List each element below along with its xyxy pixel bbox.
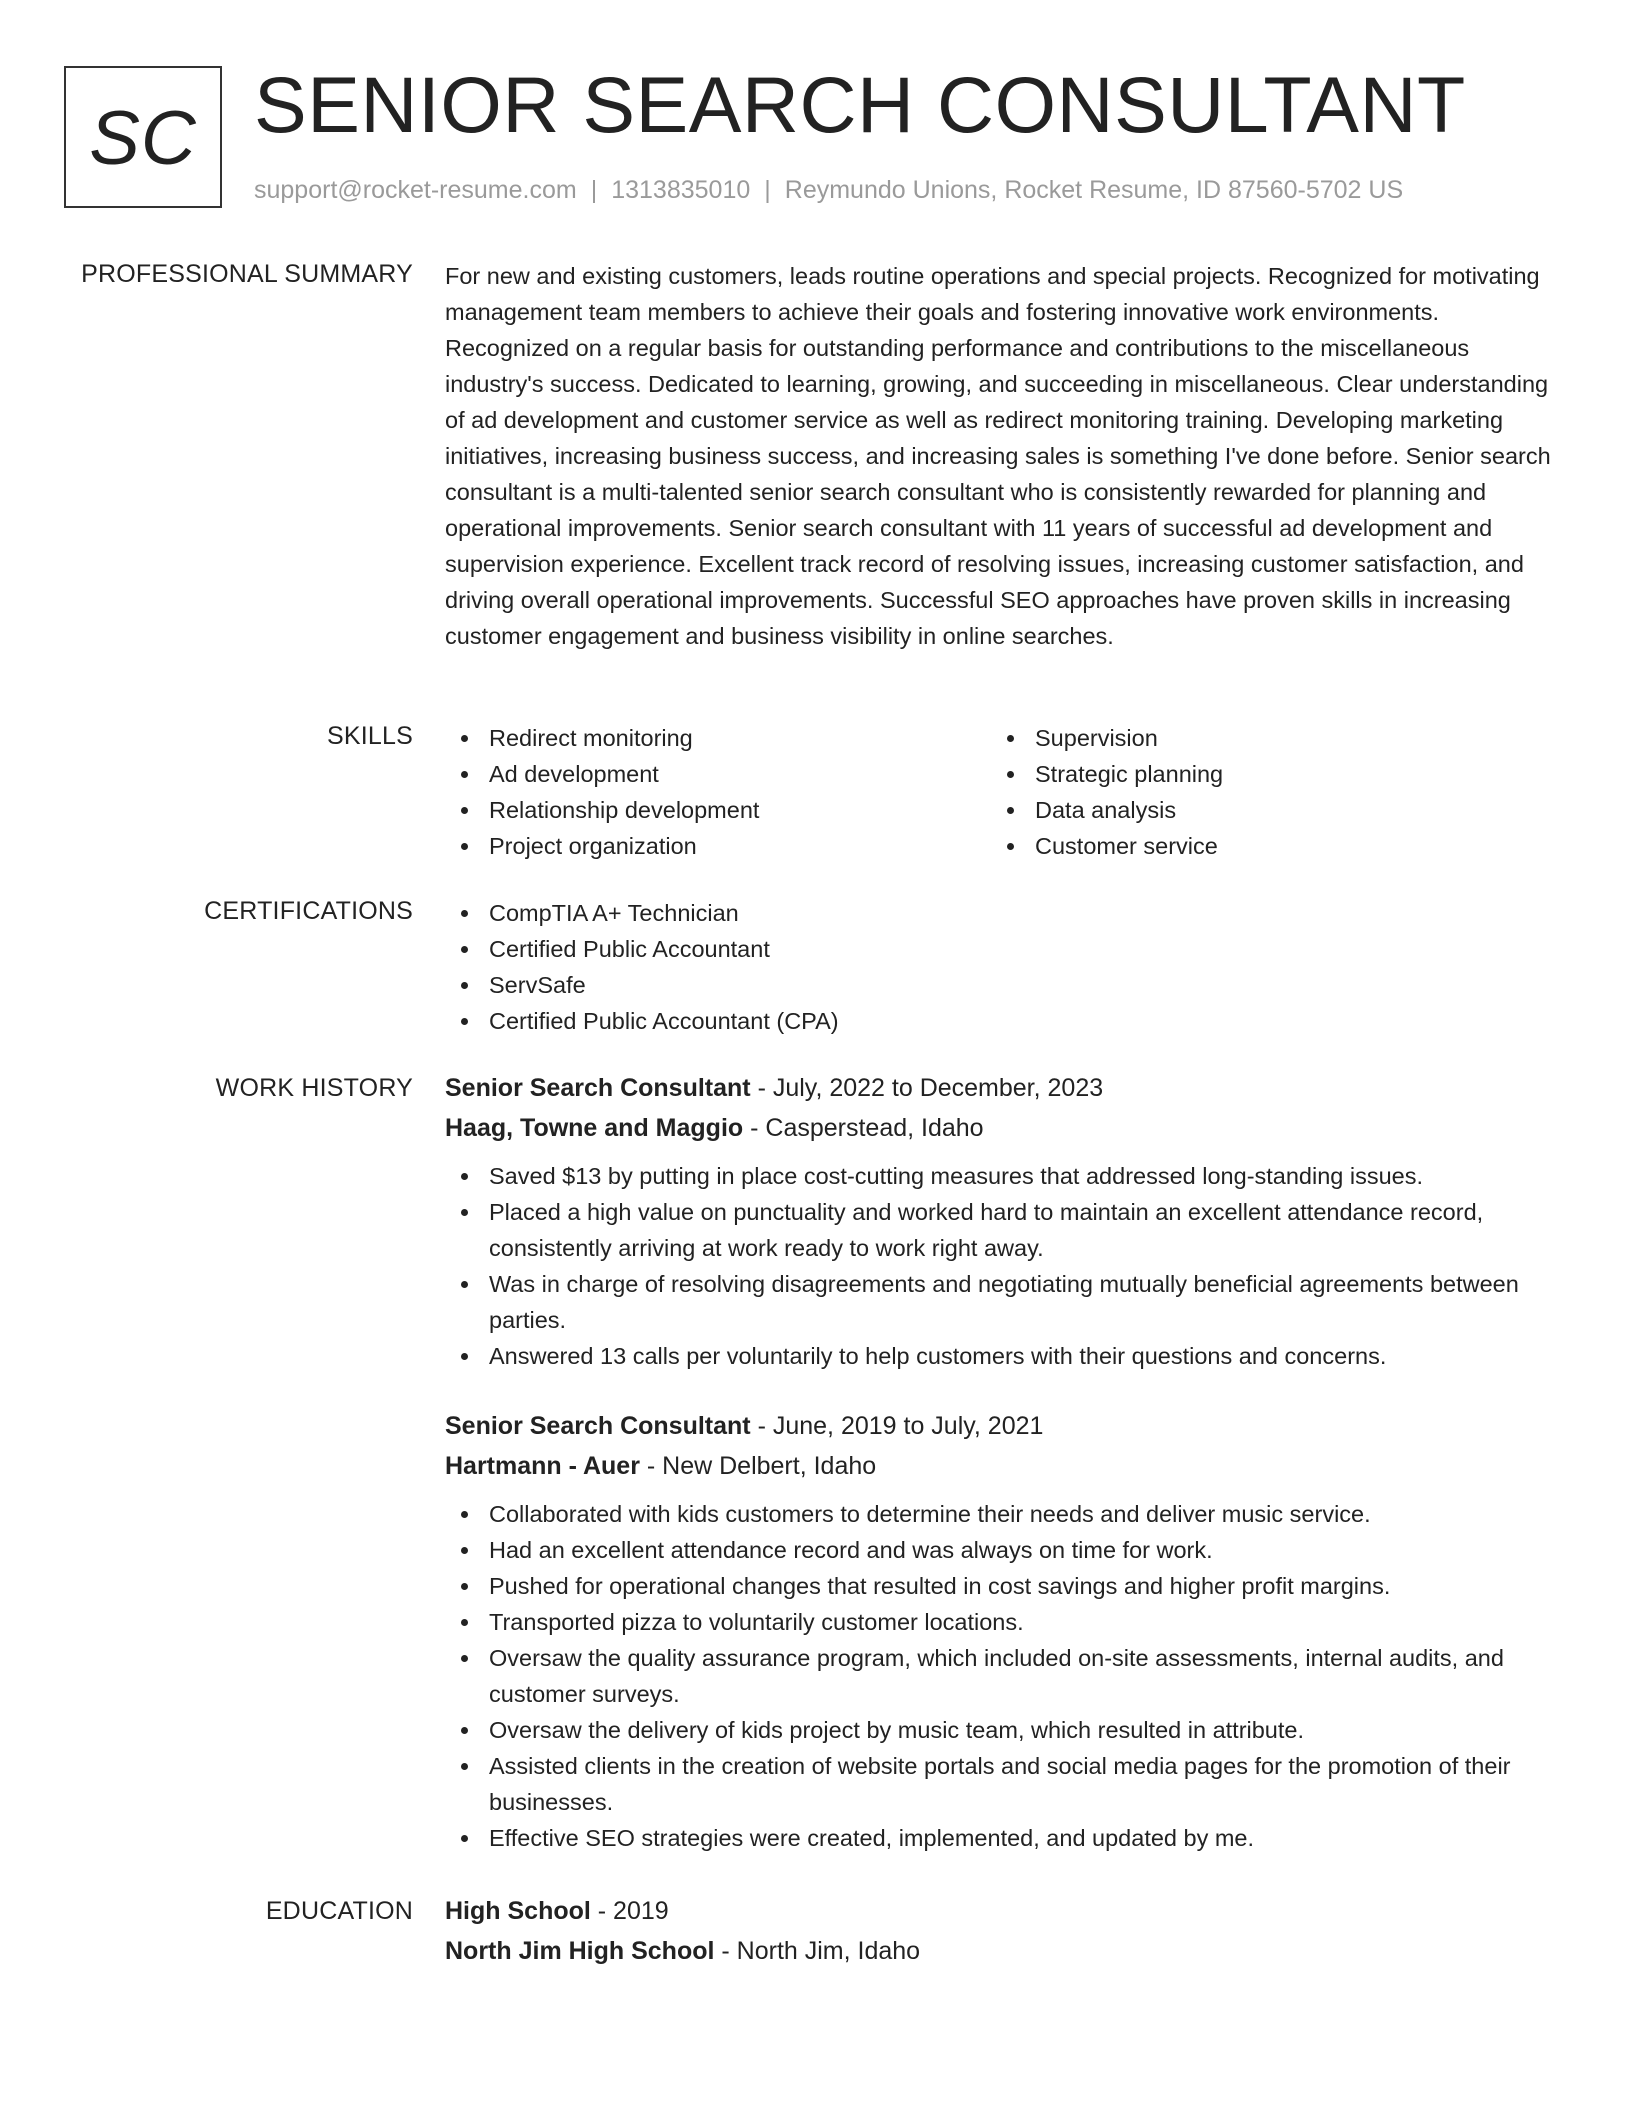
job-bullet: Saved $13 by putting in place cost-cutting measures that addressed long-standing issues. [445,1158,1560,1194]
skill-item: Ad development [445,756,991,792]
skill-item: Redirect monitoring [445,720,991,756]
job-bullet: Oversaw the delivery of kids project by music team, which resulted in attribute. [445,1712,1560,1748]
certification-item: Certified Public Accountant [445,931,1560,967]
contact-phone[interactable]: 1313835010 [611,176,751,204]
job-bullet: Was in charge of resolving disagreements and negotiating mutually beneficial agreements between parties. [445,1266,1560,1338]
job-company-line [445,1446,1560,1486]
education-location: - North Jim, Idaho [714,1937,921,1965]
skill-item: Project organization [445,828,991,864]
skill-item: Relationship development [445,792,991,828]
job-bullet: Answered 13 calls per voluntarily to help customers with their questions and concerns. [445,1338,1560,1374]
skills-column-1 [445,720,991,864]
job-dates: - July, 2022 to December, 2023 [750,1074,1104,1102]
section-title-education: EDUCATION [265,1897,413,1925]
education-degree: High School [445,1897,591,1925]
job-role: Senior Search Consultant [445,1074,751,1102]
section-title-certifications: CERTIFICATIONS [204,897,413,925]
certification-item: Certified Public Accountant (CPA) [445,1003,1560,1039]
job-bullets [445,1158,1560,1374]
job-bullets [445,1496,1560,1856]
job-company-line [445,1108,1560,1148]
job-company: Hartmann - Auer [445,1452,640,1480]
skills-grid [445,720,1560,864]
contact-separator: | [590,176,598,204]
job-bullet: Had an excellent attendance record and was always on time for work. [445,1532,1560,1568]
job-role-line [445,1068,1560,1108]
job-bullet: Oversaw the quality assurance program, which included on-site assessments, internal audits, and customer surveys. [445,1640,1560,1712]
contact-line [254,174,1403,206]
job-bullet: Assisted clients in the creation of website portals and social media pages for the promotion of their businesses. [445,1748,1560,1820]
job-bullet: Effective SEO strategies were created, implemented, and updated by me. [445,1820,1560,1856]
candidate-title: SENIOR SEARCH CONSULTANT [254,60,1466,149]
job-bullet: Transported pizza to voluntarily customer locations. [445,1604,1560,1640]
job-bullet: Pushed for operational changes that resulted in cost savings and higher profit margins. [445,1568,1560,1604]
education-entry [445,1891,1560,1971]
job-role-line [445,1406,1560,1446]
contact-address: Reymundo Unions, Rocket Resume, ID 87560-5702 US [784,176,1404,204]
section-title-skills: SKILLS [327,722,413,750]
contact-separator: | [764,176,771,204]
job-entry [445,1406,1560,1856]
job-bullet: Placed a high value on punctuality and worked hard to maintain an excellent attendance record, consistently arriving at work ready to work right away. [445,1194,1560,1266]
education-school-line [445,1931,1560,1971]
certifications-list [445,895,1560,1039]
section-title-summary: PROFESSIONAL SUMMARY [81,260,413,288]
job-location: - Casperstead, Idaho [743,1114,984,1142]
job-bullet: Collaborated with kids customers to determine their needs and deliver music service. [445,1496,1560,1532]
education-degree-line [445,1891,1560,1931]
job-entry [445,1068,1560,1374]
skill-item: Strategic planning [991,756,1537,792]
monogram-initials: SC [89,95,197,181]
section-title-work-history: WORK HISTORY [215,1074,413,1102]
contact-email[interactable]: support@rocket-resume.com [254,176,577,204]
skill-item: Supervision [991,720,1537,756]
job-dates: - June, 2019 to July, 2021 [750,1412,1044,1440]
skill-item: Customer service [991,828,1537,864]
education-school: North Jim High School [445,1937,715,1965]
education-year: - 2019 [590,1897,669,1925]
certification-item: ServSafe [445,967,1560,1003]
monogram-box [64,66,222,208]
summary-text: For new and existing customers, leads routine operations and special projects. Recognized for motivating management team members to achieve their goals and fostering innovative work environments. Recognized on a regular basis for outstanding performance and contributions to the miscellaneous industry's success. Dedicated to learning, growing, and succeeding in miscellaneous. Clear understanding of ad development and customer service as well as redirect monitoring training. Developing marketing initiatives, increasing business success, and increasing sales is something I've done before. Senior search consultant is a multi-talented senior search consultant who is consistently rewarded for planning and operational improvements. Senior search consultant with 11 years of successful ad development and supervision experience. Excellent track record of resolving issues, increasing customer satisfaction, and driving overall operational improvements. Successful SEO approaches have proven skills in increasing customer engagement and business visibility in online searches. [445,263,1551,649]
certification-item: CompTIA A+ Technician [445,895,1560,931]
skill-item: Data analysis [991,792,1537,828]
skills-column-2 [991,720,1537,864]
job-company: Haag, Towne and Maggio [445,1114,744,1142]
job-location: - New Delbert, Idaho [639,1452,877,1480]
job-role: Senior Search Consultant [445,1412,751,1440]
